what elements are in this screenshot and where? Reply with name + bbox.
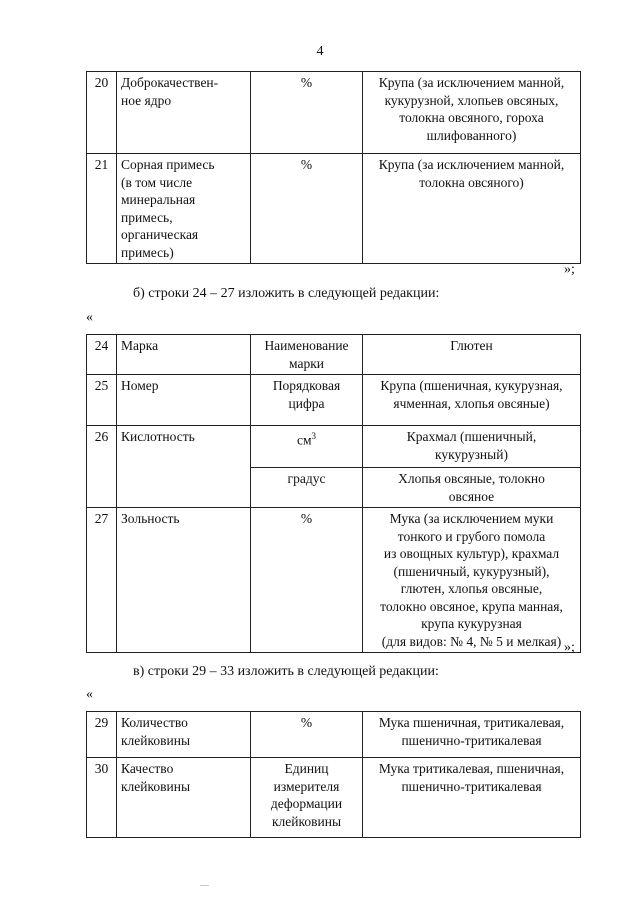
text-line: кукурузной, хлопьев овсяных,	[384, 92, 559, 108]
page-number: 4	[316, 44, 324, 59]
row-number: 20	[87, 72, 117, 154]
product-cell	[363, 375, 581, 426]
text-line: Крупа (пшеничная, кукурузная,	[380, 378, 563, 393]
text-line: кукурузный)	[435, 446, 508, 462]
text-line: овсяное	[448, 488, 495, 504]
table-row-30	[87, 758, 581, 838]
table-row-26	[87, 426, 581, 468]
text-line: пшенично-тритикалевая	[401, 778, 542, 794]
text-line: из овощных культур), крахмал	[383, 546, 560, 561]
text-line: ячменная, хлопья овсяные)	[393, 395, 550, 411]
row-number: 30	[87, 758, 117, 838]
paragraph-v: в) строки 29 – 33 изложить в следующей редакции:	[133, 664, 439, 679]
closing-quote: »;	[564, 262, 575, 277]
table-row-24	[87, 335, 581, 375]
indicator-name	[117, 758, 251, 838]
table-rows-24-27	[86, 334, 581, 653]
text-line: Мука (за исключением муки	[389, 511, 554, 526]
text-line: Хлопья овсяные, толокно	[398, 471, 545, 486]
unit-cell	[251, 712, 363, 758]
text-line: Крахмал (пшеничный,	[406, 429, 537, 444]
indicator-name	[117, 72, 251, 154]
table-rows-29-30	[86, 711, 581, 838]
footer-mark: —	[200, 880, 209, 890]
text-line: клейковины	[271, 813, 342, 829]
indicator-name: Номер	[117, 375, 251, 426]
table-row-27	[87, 508, 581, 653]
unit-cell	[251, 375, 363, 426]
text-line: (пшеничный, кукурузный),	[393, 563, 550, 579]
text-line: Качество	[121, 761, 174, 776]
row-number: 24	[87, 335, 117, 375]
closing-quote: »;	[564, 640, 575, 655]
text-line: Единиц	[284, 761, 329, 776]
text-line: Наименование	[264, 338, 349, 353]
text-line: толокно овсяное, крупа манная,	[380, 598, 563, 614]
unit-cell	[251, 758, 363, 838]
table-row-21	[87, 154, 581, 264]
text-line: Количество	[121, 715, 188, 730]
text-line: шлифованного)	[426, 127, 517, 143]
text-line: органическая	[121, 227, 199, 242]
text-line: Мука пшеничная, тритикалевая,	[378, 715, 565, 730]
product-cell	[363, 154, 581, 264]
opening-quote: «	[86, 687, 93, 702]
text-line: тонкого и грубого помола	[397, 528, 546, 544]
text-line: марки	[289, 355, 324, 371]
unit-cell: градус	[251, 468, 363, 508]
unit-text: см	[296, 432, 312, 448]
text-line: крупа кукурузная	[421, 616, 522, 631]
text-line: (для видов: № 4, № 5 и мелкая)	[381, 633, 562, 649]
unit-cell: %	[251, 72, 363, 154]
text-line: Порядковая	[272, 378, 341, 393]
product-cell	[363, 468, 581, 508]
table-rows-20-21	[86, 71, 581, 264]
indicator-name: Марка	[117, 335, 251, 375]
text-line: Крупа (за исключением манной,	[378, 75, 565, 90]
text-line: пшенично-тритикалевая	[401, 732, 542, 748]
product-cell: Глютен	[363, 335, 581, 375]
row-number: 25	[87, 375, 117, 426]
text-line: измерителя	[273, 778, 340, 794]
product-cell	[363, 712, 581, 758]
product-cell	[363, 508, 581, 653]
text-line: %	[300, 715, 313, 730]
unit-cell	[251, 335, 363, 375]
text-line: цифра	[288, 395, 325, 411]
row-number: 21	[87, 154, 117, 264]
paragraph-b: б) строки 24 – 27 изложить в следующей редакции:	[133, 286, 440, 301]
product-cell	[363, 758, 581, 838]
text-line: клейковины	[121, 732, 191, 748]
text-line: ное ядро	[121, 92, 172, 108]
row-number: 26	[87, 426, 117, 508]
row-number: 27	[87, 508, 117, 653]
text-line: минеральная	[121, 192, 196, 207]
indicator-name	[117, 712, 251, 758]
unit-superscript: 3	[311, 431, 317, 441]
text-line: примесь,	[121, 209, 173, 225]
unit-cell	[251, 426, 363, 468]
unit-cell: %	[251, 508, 363, 653]
product-cell	[363, 72, 581, 154]
table-row-20	[87, 72, 581, 154]
text-line: толокна овсяного)	[419, 174, 524, 190]
indicator-name: Кислотность	[117, 426, 251, 508]
text-line: Сорная примесь	[121, 157, 215, 172]
text-line: клейковины	[121, 778, 191, 794]
product-cell	[363, 426, 581, 468]
text-line: глютен, хлопья овсяные,	[400, 581, 543, 596]
text-line: Мука тритикалевая, пшеничная,	[378, 761, 565, 776]
text-line: примесь)	[121, 244, 174, 260]
indicator-name: Зольность	[117, 508, 251, 653]
opening-quote: «	[86, 310, 93, 325]
text-line: (в том числе	[121, 174, 193, 190]
row-number: 29	[87, 712, 117, 758]
text-line: толокна овсяного, гороха	[399, 110, 544, 125]
text-line: Крупа (за исключением манной,	[378, 157, 565, 172]
table-row-29	[87, 712, 581, 758]
unit-cell: %	[251, 154, 363, 264]
text-line: Доброкачествен-	[121, 75, 219, 90]
text-line: деформации	[270, 796, 343, 811]
indicator-name	[117, 154, 251, 264]
table-row-25	[87, 375, 581, 426]
